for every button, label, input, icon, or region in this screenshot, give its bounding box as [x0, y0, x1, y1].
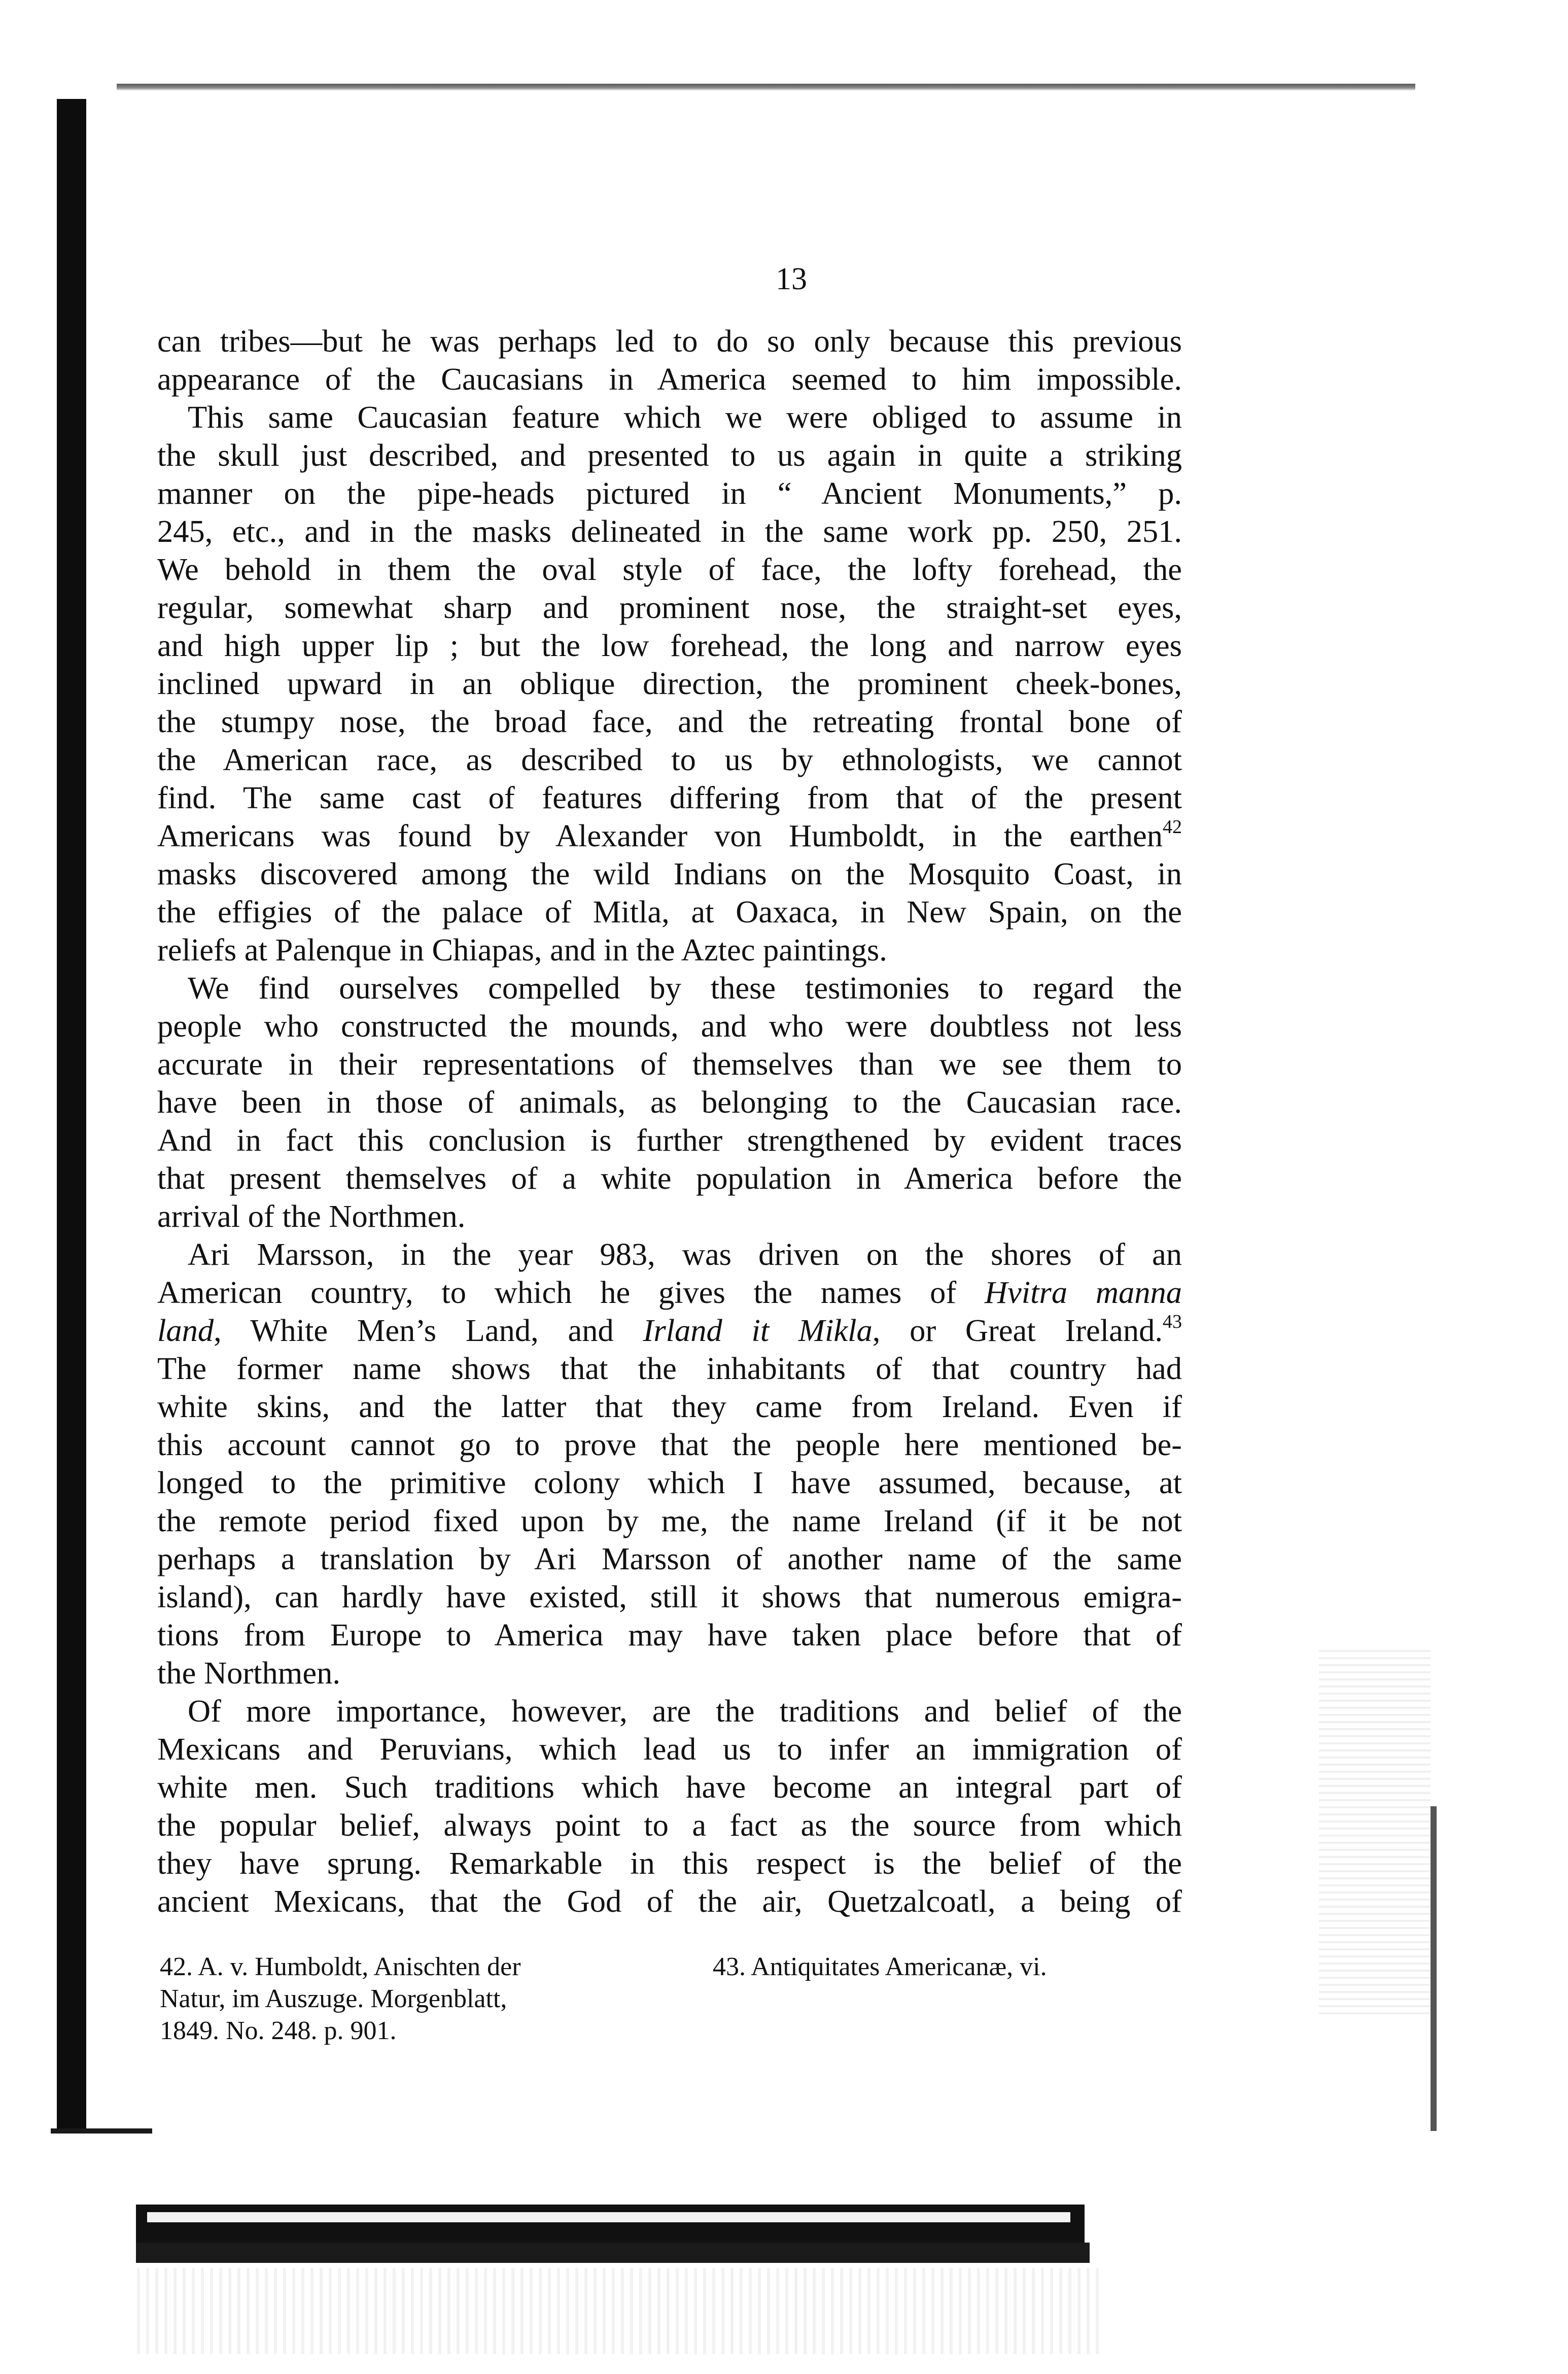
scan-bottom-bar	[136, 2205, 1085, 2243]
line-text: that present themselves of a white population in America before the	[157, 1160, 1182, 1196]
text-line	[157, 551, 1182, 589]
text-line	[157, 436, 1182, 474]
text-line	[157, 741, 1182, 779]
text-line	[157, 1464, 1182, 1502]
line-text: This same Caucasian feature which we were obliged to assume in	[188, 399, 1182, 435]
scan-noise-right	[1319, 1649, 1431, 2014]
line-text: longed to the primitive colony which I have assumed, because, at	[157, 1465, 1182, 1500]
line-text: We behold in them the oval style of face, the lofty forehead, the	[157, 552, 1182, 587]
line-text: ancient Mexicans, that the God of the air, Quetzalcoatl, a being of	[157, 1883, 1182, 1919]
line-text: perhaps a translation by Ari Marsson of another name of the same	[157, 1541, 1182, 1576]
text-line	[157, 512, 1182, 551]
line-text: , or Great Ireland.	[872, 1313, 1163, 1348]
line-text: white men. Such traditions which have become an integral part of	[157, 1769, 1182, 1805]
text-line	[157, 1502, 1182, 1540]
line-text: they have sprung. Remarkable in this respect is the belief of the	[157, 1845, 1182, 1881]
text-line	[157, 931, 1182, 969]
footnote-42	[160, 1951, 657, 2047]
text-line	[157, 1312, 1182, 1350]
line-text: white skins, and the latter that they came from Ireland. Even if	[157, 1389, 1182, 1424]
text-line	[157, 1882, 1182, 1920]
line-text: the stumpy nose, the broad face, and the retreating frontal bone of	[157, 704, 1182, 739]
scan-bottom-bar-lower	[136, 2243, 1090, 2263]
text-line	[157, 779, 1182, 817]
text-line	[157, 703, 1182, 741]
line-text: American country, to which he gives the names of	[157, 1275, 985, 1310]
footnote-line: Natur, im Auszuge. Morgenblatt,	[160, 1984, 507, 2013]
text-line	[157, 1578, 1182, 1616]
italic-term: land	[157, 1313, 214, 1348]
footnote-line: 43. Antiquitates Americanæ, vi.	[713, 1952, 1047, 1981]
text-line	[157, 969, 1182, 1007]
text-line	[157, 1426, 1182, 1464]
line-text: the Northmen.	[157, 1655, 341, 1691]
text-line	[157, 627, 1182, 665]
text-line	[157, 1045, 1182, 1083]
line-text: , White Men’s Land, and	[214, 1313, 643, 1348]
text-line	[157, 1350, 1182, 1388]
line-text: the remote period fixed upon by me, the name Ireland (if it be not	[157, 1503, 1182, 1538]
italic-term: Irland it Mikla	[643, 1313, 873, 1348]
line-text: the effigies of the palace of Mitla, at Oaxaca, in New Spain, on the	[157, 894, 1182, 930]
line-text: regular, somewhat sharp and prominent nose, the straight-set eyes,	[157, 590, 1182, 625]
line-text: masks discovered among the wild Indians on the Mosquito Coast, in	[157, 856, 1182, 891]
page-number: 13	[776, 262, 807, 296]
scan-bottom-bar-gap	[147, 2212, 1070, 2222]
footnote-line: 42. A. v. Humboldt, Anischten der	[160, 1952, 521, 1981]
line-text: the skull just described, and presented to us again in quite a striking	[157, 437, 1182, 473]
line-text: in the earthen	[925, 818, 1163, 853]
line-text: inclined upward in an oblique direction, the prominent cheek-bones,	[157, 666, 1182, 701]
text-line	[157, 1768, 1182, 1806]
text-line	[157, 1540, 1182, 1578]
scan-right-edge	[1431, 1806, 1437, 2131]
text-line	[157, 1007, 1182, 1045]
text-line	[157, 1121, 1182, 1159]
text-line	[157, 893, 1182, 931]
line-text: this account cannot go to prove that the people here mentioned be-	[157, 1427, 1182, 1462]
italic-term: Hvitra manna	[984, 1275, 1182, 1310]
footnote-43	[713, 1951, 1169, 1983]
text-line	[157, 1692, 1182, 1730]
scan-top-edge	[117, 84, 1415, 91]
line-text: and high upper lip ; but the low forehead, the long and narrow eyes	[157, 628, 1182, 663]
text-line	[157, 1235, 1182, 1274]
footnote-ref: 43	[1162, 1311, 1182, 1332]
line-text: Of more importance, however, are the traditions and belief of the	[188, 1693, 1182, 1729]
body-text	[157, 322, 1182, 1920]
text-line	[157, 398, 1182, 436]
text-line	[157, 1844, 1182, 1882]
text-line	[157, 589, 1182, 627]
text-line	[157, 1274, 1182, 1312]
scan-noise-bottom	[137, 2268, 1101, 2354]
text-line	[157, 1616, 1182, 1654]
footnote-ref: 42	[1163, 816, 1182, 838]
line-text: find. The same cast of features differing from that of the present	[157, 780, 1182, 815]
line-text: island), can hardly have existed, still it shows that numerous emigra-	[157, 1579, 1182, 1614]
footnote-line: 1849. No. 248. p. 901.	[160, 2016, 397, 2045]
line-text: appearance of the Caucasians in America seemed to him impossible.	[157, 361, 1182, 397]
line-text: The former name shows that the inhabitants of that country had	[157, 1351, 1182, 1386]
line-text: have been in those of animals, as belonging to the Caucasian race.	[157, 1084, 1182, 1120]
line-text: the popular belief, always point to a fact as the source from which	[157, 1807, 1182, 1843]
line-text: reliefs at Palenque in Chiapas, and in the Aztec paintings.	[157, 932, 887, 968]
line-text: 245, etc., and in the masks delineated in the same work pp. 250, 251.	[157, 513, 1182, 549]
line-text: Mexicans and Peruvians, which lead us to infer an immigration of	[157, 1731, 1182, 1767]
line-text: manner on the pipe-heads pictured in “ Ancient Monuments,” p.	[157, 475, 1182, 511]
line-text: arrival of the Northmen.	[157, 1198, 466, 1234]
text-line	[157, 665, 1182, 703]
text-line	[157, 322, 1182, 360]
text-line	[157, 817, 1182, 855]
text-line	[157, 855, 1182, 893]
line-text: can tribes—but he was perhaps led to do so only because this previous	[157, 323, 1182, 359]
line-text: We find ourselves compelled by these testimonies to regard the	[188, 970, 1182, 1006]
text-line	[157, 1083, 1182, 1121]
line-text: the American race, as described to us by ethnologists, we cannot	[157, 742, 1182, 777]
text-line	[157, 474, 1182, 512]
line-text: people who constructed the mounds, and who were doubtless not less	[157, 1008, 1182, 1044]
binding-edge-foot	[51, 2128, 152, 2134]
line-text: tions from Europe to America may have taken place before that of	[157, 1617, 1182, 1653]
text-line	[157, 1806, 1182, 1844]
line-text: accurate in their representations of themselves than we see them to	[157, 1046, 1182, 1082]
text-line	[157, 1388, 1182, 1426]
line-text: And in fact this conclusion is further strengthened by evident traces	[157, 1122, 1182, 1158]
line-text: Ari Marsson, in the year 983, was driven on the shores of an	[188, 1236, 1182, 1272]
text-line	[157, 1654, 1182, 1692]
text-line	[157, 1197, 1182, 1235]
line-text: Americans was found by Alexander von Humboldt,	[157, 818, 926, 853]
text-line	[157, 1730, 1182, 1768]
text-line	[157, 1159, 1182, 1197]
binding-edge	[57, 99, 86, 2134]
text-line	[157, 360, 1182, 398]
